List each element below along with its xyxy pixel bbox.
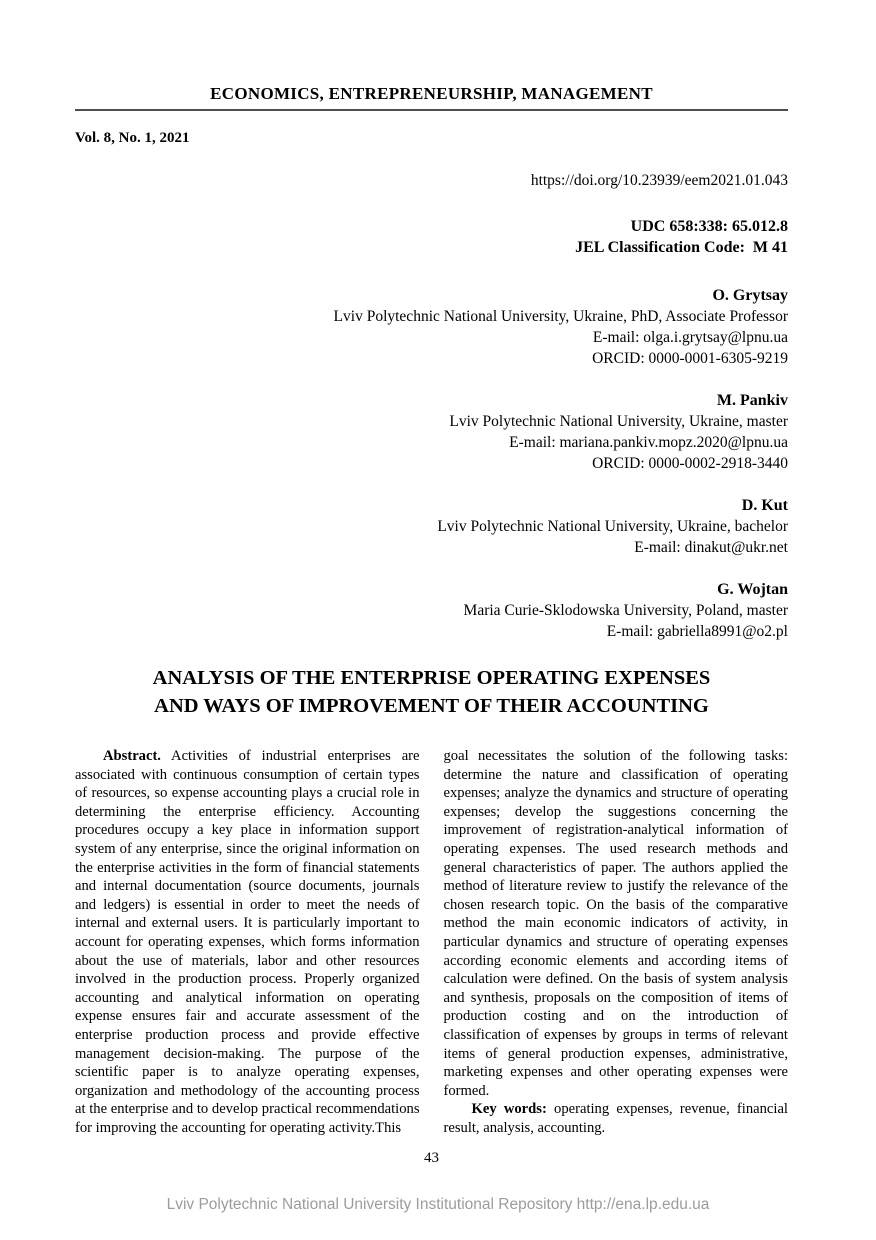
author-name: D. Kut bbox=[741, 497, 788, 514]
author-email: E-mail: gabriella8991@o2.pl bbox=[606, 623, 788, 640]
author-block bbox=[75, 495, 788, 558]
article-title-line2: AND WAYS OF IMPROVEMENT OF THEIR ACCOUNTING bbox=[154, 694, 709, 717]
abstract-paragraph bbox=[75, 747, 420, 1137]
author-orcid: ORCID: 0000-0002-2918-3440 bbox=[592, 455, 788, 472]
classification-codes bbox=[75, 216, 788, 258]
abstract-text-right: goal necessitates the solution of the following tasks: determine the nature and classification of operating expenses; analyze the dynamics and structure of operating expenses; develop the suggestions concerning the improvement of registration-analytical information of operating expenses. The used research methods and general characteristics of paper. The authors applied the method of literature review to justify the relevance of the chosen research topic. On the basis of the comparative method the main economic indicators of activity, in particular dynamics and structure of operating expenses according economic elements and according items of calculation were defined. On the basis of system analysis and synthesis, proposals on the composition of items of production costing and on the introduction of classification of expenses by groups in terms of relevant items of general production expenses, administrative, marketing expenses and other operating expenses were formed. bbox=[443, 748, 788, 1099]
abstract-text-left: Activities of industrial enterprises are associated with continuous consumption of certain types of resources, so expense accounting plays a crucial role in determining the enterprise efficiency. Accounting procedures occupy a key place in information support system of any enterprise, since the original information on the enterprise activities in the form of financial statements and internal documentation (source documents, journals and ledgers) is essential in order to meet the needs of internal and external users. It is particularly important to account for operating expenses, which forms information about the use of materials, labor and other resources involved in the production process. Properly organized accounting and analytical information on operating expense ensures fair and accurate assessment of the enterprise production process and provide effective management decision-making. The purpose of the scientific paper is to analyze operating expenses, organization and methodology of the accounting process at the enterprise and to develop practical recommendations for improving the accounting for operating activity.This bbox=[75, 748, 420, 1136]
abstract-section bbox=[75, 747, 788, 1137]
doi-text: https://doi.org/10.23939/eem2021.01.043 bbox=[530, 172, 788, 189]
keywords-label: Key words: bbox=[471, 1101, 547, 1118]
author-affiliation: Maria Curie-Sklodowska University, Poland, master bbox=[463, 602, 788, 619]
author-email: E-mail: olga.i.grytsay@lpnu.ua bbox=[592, 329, 788, 346]
author-email: E-mail: mariana.pankiv.mopz.2020@lpnu.ua bbox=[509, 434, 788, 451]
page-number: 43 bbox=[424, 1150, 439, 1166]
author-affiliation: Lviv Polytechnic National University, Ukraine, master bbox=[449, 413, 788, 430]
jel-code: JEL Classification Code: M 41 bbox=[575, 239, 788, 256]
abstract-right-column bbox=[444, 747, 789, 1137]
author-name: G. Wojtan bbox=[717, 581, 788, 598]
udc-code: UDC 658:338: 65.012.8 bbox=[630, 218, 788, 235]
author-affiliation: Lviv Polytechnic National University, Ukraine, bachelor bbox=[437, 518, 788, 535]
author-name: M. Pankiv bbox=[716, 392, 788, 409]
journal-header: ECONOMICS, ENTREPRENEURSHIP, MANAGEMENT bbox=[75, 84, 788, 111]
article-title-line1: ANALYSIS OF THE ENTERPRISE OPERATING EXPENSES bbox=[152, 667, 711, 689]
abstract-label: Abstract. bbox=[103, 748, 161, 764]
article-title bbox=[102, 665, 762, 720]
author-affiliation: Lviv Polytechnic National University, Ukraine, PhD, Associate Professor bbox=[333, 308, 788, 325]
abstract-left-column bbox=[75, 747, 420, 1137]
author-email: E-mail: dinakut@ukr.net bbox=[634, 539, 788, 556]
author-name: O. Grytsay bbox=[712, 287, 788, 304]
keywords-text: operating expenses, revenue, financial result, analysis, accounting. bbox=[443, 1101, 788, 1136]
author-block bbox=[75, 285, 788, 369]
repository-watermark: Lviv Polytechnic National University Institutional Repository http://ena.lp.edu.ua bbox=[166, 1196, 710, 1213]
author-orcid: ORCID: 0000-0001-6305-9219 bbox=[592, 350, 788, 367]
keywords-paragraph bbox=[444, 1100, 789, 1137]
author-block bbox=[75, 579, 788, 642]
authors-section bbox=[75, 285, 788, 642]
volume-info: Vol. 8, No. 1, 2021 bbox=[75, 130, 190, 146]
author-block bbox=[75, 390, 788, 474]
